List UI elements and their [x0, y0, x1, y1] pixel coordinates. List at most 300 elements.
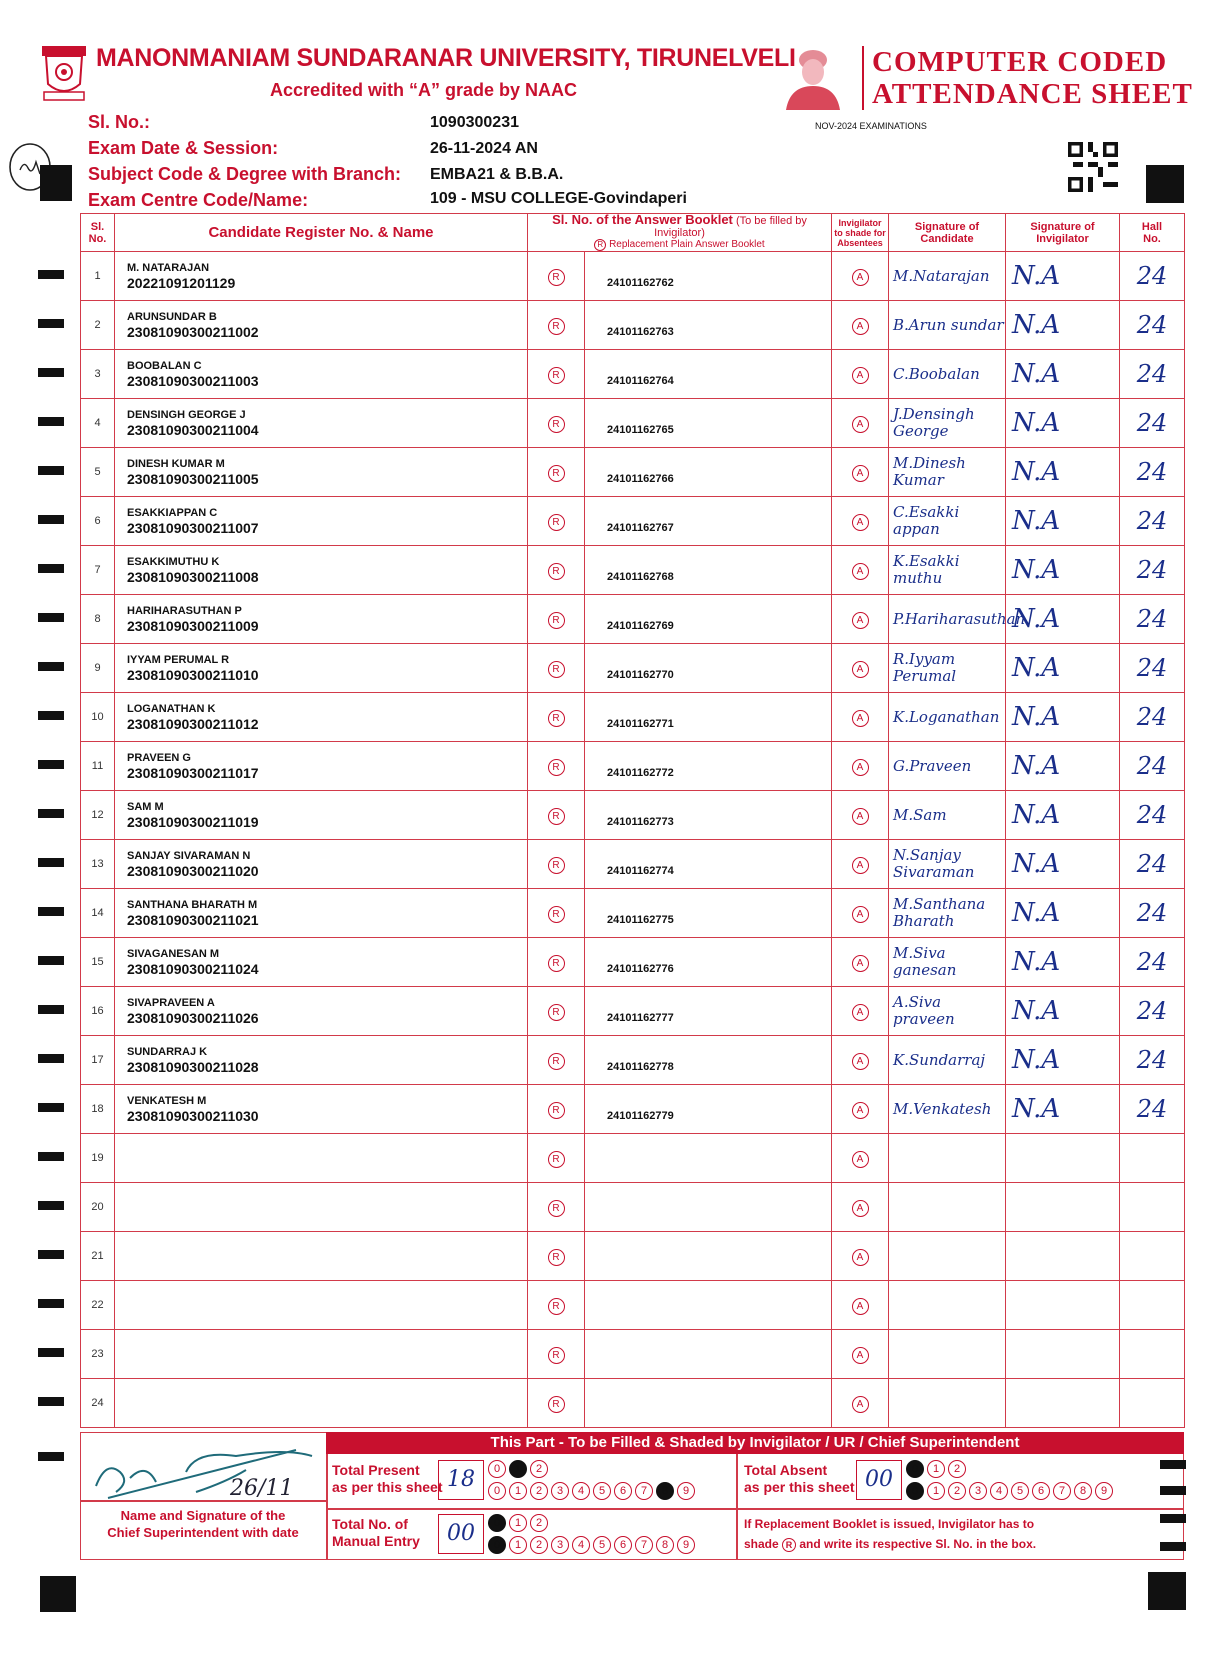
row-absent-cell [832, 938, 889, 987]
timing-mark-left [38, 1103, 64, 1112]
row-absent-cell [832, 301, 889, 350]
timing-mark-left [38, 368, 64, 377]
hall-no [1120, 1379, 1185, 1428]
digit-bubble[interactable]: 5 [1011, 1482, 1029, 1500]
digit-bubble[interactable]: 1 [927, 1460, 945, 1478]
row-absent-cell [832, 1281, 889, 1330]
absentee-bubble[interactable]: A [852, 1102, 869, 1119]
absent-tens-bubbles[interactable] [906, 1460, 966, 1478]
row-replacement-cell [528, 350, 585, 399]
row-candidate [115, 448, 528, 497]
digit-bubble[interactable]: 2 [530, 1460, 548, 1478]
absentee-bubble[interactable]: A [852, 661, 869, 678]
timing-mark-left [38, 417, 64, 426]
meta-value-centre: 109 - MSU COLLEGE-Govindaperi [430, 190, 687, 207]
candidate-register-no: 23081090300211019 [127, 813, 259, 830]
replacement-bubble[interactable]: R [548, 1396, 565, 1413]
replacement-note-bubble-icon: R [782, 1538, 796, 1552]
total-absent-value[interactable]: 00 [856, 1460, 902, 1500]
manual-tens-bubbles[interactable] [488, 1514, 548, 1532]
hall-no [1120, 1281, 1185, 1330]
absentee-bubble[interactable]: A [852, 955, 869, 972]
col-header-sl-line-1: Sl. [90, 220, 105, 233]
row-candidate [115, 1379, 528, 1428]
row-absent-cell [832, 1379, 889, 1428]
invigilator-signature [1006, 1183, 1120, 1232]
timing-mark-left [38, 515, 64, 524]
accreditation: Accredited with “A” grade by NAAC [270, 80, 578, 100]
col-header-hall [1120, 214, 1185, 252]
digit-bubble[interactable]: 6 [614, 1536, 632, 1554]
digit-bubble[interactable]: 8 [656, 1482, 674, 1500]
total-absent-label-2: as per this sheet [744, 1479, 855, 1495]
timing-mark-left [38, 1348, 64, 1357]
digit-bubble[interactable]: 3 [969, 1482, 987, 1500]
hall-no: 24 [1120, 497, 1185, 546]
total-present-label-1: Total Present [332, 1462, 420, 1478]
digit-bubble[interactable]: 1 [509, 1514, 527, 1532]
absentee-bubble[interactable]: A [852, 1249, 869, 1266]
candidate-signature: G.Praveen [889, 742, 1006, 791]
timing-mark-left [38, 1054, 64, 1063]
replacement-bubble[interactable]: R [548, 710, 565, 727]
replacement-bubble[interactable]: R [548, 1102, 565, 1119]
timing-mark-left [38, 907, 64, 916]
absentee-bubble[interactable]: A [852, 710, 869, 727]
total-present-value[interactable]: 18 [438, 1460, 484, 1500]
alignment-block-top-right [1146, 165, 1184, 203]
absentee-bubble[interactable]: A [852, 906, 869, 923]
hall-no: 24 [1120, 987, 1185, 1036]
candidate-signature: M.Venkatesh [889, 1085, 1006, 1134]
absentee-bubble[interactable]: A [852, 416, 869, 433]
col-header-inv-2: to shade for [834, 227, 886, 238]
table-row [81, 252, 1185, 301]
row-booklet-no [585, 1183, 832, 1232]
digit-bubble[interactable]: 4 [572, 1536, 590, 1554]
replacement-bubble[interactable]: R [548, 367, 565, 384]
absentee-bubble[interactable]: A [852, 857, 869, 874]
sheet-title-line-2: ATTENDANCE SHEET [872, 78, 1193, 110]
chief-superintendent-label [80, 1507, 326, 1541]
replacement-bubble[interactable]: R [548, 269, 565, 286]
absentee-bubble[interactable]: A [852, 465, 869, 482]
row-replacement-cell [528, 742, 585, 791]
candidate-register-no: 23081090300211004 [127, 421, 259, 438]
table-row [81, 1330, 1185, 1379]
manual-entry-label-2: Manual Entry [332, 1533, 420, 1549]
digit-bubble[interactable]: 8 [656, 1536, 674, 1554]
col-header-sigi-2: Invigilator [1036, 232, 1089, 245]
candidate-name: M. NATARAJAN [127, 261, 210, 274]
candidate-signature: K.Loganathan [889, 693, 1006, 742]
table-header-row [81, 214, 1185, 252]
absentee-bubble[interactable]: A [852, 563, 869, 580]
candidate-signature [889, 1232, 1006, 1281]
row-booklet-no: 24101162778 [585, 1036, 832, 1085]
row-candidate [115, 497, 528, 546]
digit-bubble[interactable]: 1 [509, 1536, 527, 1554]
replacement-bubble[interactable]: R [548, 661, 565, 678]
row-replacement-cell [528, 595, 585, 644]
chief-label-line-2: Chief Superintendent with date [107, 1525, 299, 1540]
candidate-register-no: 23081090300211021 [127, 911, 259, 928]
digit-bubble[interactable]: 3 [551, 1536, 569, 1554]
table-row [81, 1281, 1185, 1330]
total-present-label-2: as per this sheet [332, 1479, 443, 1495]
row-sl-no: 9 [81, 644, 115, 693]
col-header-sigc-2: Candidate [920, 232, 974, 245]
digit-bubble[interactable]: 0 [488, 1514, 506, 1532]
row-absent-cell [832, 1085, 889, 1134]
digit-bubble[interactable]: 5 [593, 1536, 611, 1554]
replacement-bubble[interactable]: R [548, 1298, 565, 1315]
hall-no: 24 [1120, 399, 1185, 448]
row-sl-no: 8 [81, 595, 115, 644]
digit-bubble[interactable]: 2 [530, 1514, 548, 1532]
timing-mark-right [1160, 1460, 1186, 1469]
digit-bubble[interactable]: 2 [530, 1482, 548, 1500]
row-absent-cell [832, 350, 889, 399]
row-booklet-no: 24101162776 [585, 938, 832, 987]
digit-bubble[interactable]: 3 [551, 1482, 569, 1500]
timing-mark-left [38, 1201, 64, 1210]
table-row [81, 693, 1185, 742]
qr-code-icon [1068, 142, 1118, 192]
row-sl-no: 1 [81, 252, 115, 301]
replacement-bubble[interactable]: R [548, 612, 565, 629]
row-candidate [115, 1183, 528, 1232]
table-row [81, 595, 1185, 644]
row-absent-cell [832, 1232, 889, 1281]
row-sl-no: 4 [81, 399, 115, 448]
col-header-sl-line-2: No. [88, 232, 107, 245]
digit-bubble[interactable]: 1 [509, 1482, 527, 1500]
university-emblem-icon [40, 44, 88, 102]
digit-bubble[interactable]: 2 [530, 1536, 548, 1554]
invigilator-signature [1006, 1134, 1120, 1183]
candidate-register-no: 23081090300211028 [127, 1058, 259, 1075]
row-candidate [115, 350, 528, 399]
row-replacement-cell [528, 1134, 585, 1183]
alignment-block-bottom-left [40, 1576, 76, 1612]
digit-bubble[interactable]: 0 [488, 1482, 506, 1500]
row-booklet-no: 24101162772 [585, 742, 832, 791]
digit-bubble[interactable]: 0 [488, 1460, 506, 1478]
row-candidate [115, 1134, 528, 1183]
absentee-bubble[interactable]: A [852, 367, 869, 384]
footer-divider-chief [326, 1454, 328, 1560]
row-candidate [115, 301, 528, 350]
digit-bubble[interactable]: 9 [1095, 1482, 1113, 1500]
candidate-register-no: 23081090300211012 [127, 715, 259, 732]
hall-no: 24 [1120, 546, 1185, 595]
hall-no: 24 [1120, 301, 1185, 350]
row-replacement-cell [528, 987, 585, 1036]
digit-bubble[interactable]: 2 [948, 1460, 966, 1478]
manual-entry-value[interactable]: 00 [438, 1514, 484, 1554]
digit-bubble[interactable]: 9 [677, 1482, 695, 1500]
timing-mark-right [1160, 1486, 1186, 1495]
row-absent-cell [832, 693, 889, 742]
absentee-bubble[interactable]: A [852, 1347, 869, 1364]
hall-no: 24 [1120, 448, 1185, 497]
replacement-bubble[interactable]: R [548, 1249, 565, 1266]
timing-mark-left [38, 1299, 64, 1308]
replacement-bubble[interactable]: R [548, 416, 565, 433]
invigilator-signature: N.A [1006, 399, 1120, 448]
digit-bubble[interactable]: 2 [948, 1482, 966, 1500]
row-sl-no: 21 [81, 1232, 115, 1281]
replacement-bubble[interactable]: R [548, 514, 565, 531]
attendance-table [80, 213, 1185, 1428]
replacement-bubble[interactable]: R [548, 1004, 565, 1021]
row-replacement-cell [528, 938, 585, 987]
invigilator-signature: N.A [1006, 595, 1120, 644]
row-booklet-no [585, 1232, 832, 1281]
digit-bubble[interactable]: 6 [614, 1482, 632, 1500]
row-booklet-no: 24101162765 [585, 399, 832, 448]
digit-bubble[interactable]: 0 [906, 1460, 924, 1478]
row-absent-cell [832, 546, 889, 595]
absentee-bubble[interactable]: A [852, 808, 869, 825]
row-booklet-no: 24101162779 [585, 1085, 832, 1134]
row-candidate [115, 889, 528, 938]
absentee-bubble[interactable]: A [852, 759, 869, 776]
row-sl-no: 20 [81, 1183, 115, 1232]
candidate-name: SUNDARRAJ K [127, 1045, 208, 1058]
timing-mark-left [38, 809, 64, 818]
digit-bubble[interactable]: 1 [927, 1482, 945, 1500]
meta-label-subject: Subject Code & Degree with Branch: [88, 164, 402, 184]
row-candidate [115, 252, 528, 301]
candidate-register-no: 23081090300211007 [127, 519, 259, 536]
row-booklet-no [585, 1281, 832, 1330]
candidate-signature [889, 1134, 1006, 1183]
replacement-note [744, 1514, 1036, 1554]
absentee-bubble[interactable]: A [852, 1298, 869, 1315]
replacement-bubble-icon: R [594, 239, 606, 251]
row-absent-cell [832, 889, 889, 938]
candidate-signature: J.Densingh George [889, 399, 1006, 448]
invigilator-signature: N.A [1006, 644, 1120, 693]
table-row [81, 1085, 1185, 1134]
absentee-bubble[interactable]: A [852, 1396, 869, 1413]
hall-no: 24 [1120, 791, 1185, 840]
hall-no: 24 [1120, 252, 1185, 301]
candidate-name: DENSINGH GEORGE J [127, 408, 246, 421]
absentee-bubble[interactable]: A [852, 269, 869, 286]
row-absent-cell [832, 1330, 889, 1379]
candidate-name: SIVAPRAVEEN A [127, 996, 215, 1009]
attendance-rows [81, 252, 1185, 1428]
digit-bubble[interactable]: 1 [509, 1460, 527, 1478]
absentee-bubble[interactable]: A [852, 1004, 869, 1021]
candidate-signature: C.Boobalan [889, 350, 1006, 399]
founder-portrait-icon [780, 44, 846, 110]
digit-bubble[interactable]: 6 [1032, 1482, 1050, 1500]
candidate-register-no: 23081090300211009 [127, 617, 259, 634]
row-sl-no: 13 [81, 840, 115, 889]
replacement-bubble[interactable]: R [548, 318, 565, 335]
table-row [81, 1134, 1185, 1183]
hall-no: 24 [1120, 1085, 1185, 1134]
row-candidate [115, 742, 528, 791]
invigilator-signature: N.A [1006, 693, 1120, 742]
absentee-bubble[interactable]: A [852, 1200, 869, 1217]
row-booklet-no: 24101162773 [585, 791, 832, 840]
table-row [81, 742, 1185, 791]
present-tens-bubbles[interactable] [488, 1460, 548, 1478]
digit-bubble[interactable]: 7 [635, 1482, 653, 1500]
row-booklet-no: 24101162774 [585, 840, 832, 889]
timing-mark-left [38, 270, 64, 279]
candidate-register-no: 23081090300211010 [127, 666, 259, 683]
row-sl-no: 18 [81, 1085, 115, 1134]
total-present-label [332, 1462, 443, 1496]
invigilator-signature: N.A [1006, 350, 1120, 399]
table-row [81, 987, 1185, 1036]
row-replacement-cell [528, 399, 585, 448]
col-header-invigilator-signature [1006, 214, 1120, 252]
absentee-bubble[interactable]: A [852, 514, 869, 531]
candidate-signature: R.Iyyam Perumal [889, 644, 1006, 693]
row-candidate [115, 644, 528, 693]
digit-bubble[interactable]: 5 [593, 1482, 611, 1500]
row-absent-cell [832, 399, 889, 448]
digit-bubble[interactable]: 8 [1074, 1482, 1092, 1500]
row-sl-no: 7 [81, 546, 115, 595]
meta-value-exam-date: 26-11-2024 AN [430, 140, 538, 157]
row-absent-cell [832, 497, 889, 546]
digit-bubble[interactable]: 7 [1053, 1482, 1071, 1500]
digit-bubble[interactable]: 7 [635, 1536, 653, 1554]
digit-bubble[interactable]: 0 [488, 1536, 506, 1554]
candidate-name: ARUNSUNDAR B [127, 310, 217, 323]
candidate-signature [889, 1183, 1006, 1232]
row-absent-cell [832, 791, 889, 840]
row-booklet-no: 24101162777 [585, 987, 832, 1036]
hall-no: 24 [1120, 938, 1185, 987]
meta-value-subject: EMBA21 & B.B.A. [430, 166, 564, 183]
replacement-bubble[interactable]: R [548, 955, 565, 972]
col-header-invigilator [832, 214, 889, 252]
timing-mark-left [38, 1152, 64, 1161]
digit-bubble[interactable]: 9 [677, 1536, 695, 1554]
candidate-signature: K.Esakki muthu [889, 546, 1006, 595]
sheet-title [872, 46, 1193, 110]
table-row [81, 1379, 1185, 1428]
absentee-bubble[interactable]: A [852, 612, 869, 629]
col-header-sl [81, 214, 115, 252]
row-absent-cell [832, 644, 889, 693]
alignment-block-bottom-right [1148, 1572, 1186, 1610]
timing-mark-left [38, 711, 64, 720]
row-replacement-cell [528, 791, 585, 840]
row-booklet-no [585, 1330, 832, 1379]
col-header-sigc-1: Signature of [914, 220, 980, 233]
absentee-bubble[interactable]: A [852, 1151, 869, 1168]
invigilator-signature [1006, 1379, 1120, 1428]
total-absent-label [744, 1462, 855, 1496]
row-candidate [115, 1036, 528, 1085]
replacement-bubble[interactable]: R [548, 906, 565, 923]
meta-value-sl-no: 1090300231 [430, 114, 519, 131]
replacement-bubble[interactable]: R [548, 1151, 565, 1168]
table-row [81, 1232, 1185, 1281]
table-row [81, 644, 1185, 693]
timing-mark-left [38, 858, 64, 867]
hall-no [1120, 1330, 1185, 1379]
row-sl-no: 24 [81, 1379, 115, 1428]
row-booklet-no [585, 1134, 832, 1183]
candidate-name: BOOBALAN C [127, 359, 202, 372]
row-booklet-no: 24101162762 [585, 252, 832, 301]
candidate-register-no: 23081090300211017 [127, 764, 259, 781]
col-header-inv-1: Invigilator [838, 217, 882, 228]
replacement-bubble[interactable]: R [548, 759, 565, 776]
row-candidate [115, 595, 528, 644]
hall-no: 24 [1120, 644, 1185, 693]
hall-no [1120, 1134, 1185, 1183]
invigilator-signature: N.A [1006, 791, 1120, 840]
timing-mark-left [38, 613, 64, 622]
timing-mark-left [38, 956, 64, 965]
manual-units-bubbles[interactable] [488, 1536, 695, 1554]
table-row [81, 497, 1185, 546]
digit-bubble[interactable]: 0 [906, 1482, 924, 1500]
replacement-bubble[interactable]: R [548, 563, 565, 580]
replacement-bubble[interactable]: R [548, 465, 565, 482]
candidate-register-no: 20221091201129 [127, 274, 236, 291]
hall-no: 24 [1120, 693, 1185, 742]
candidate-signature: M.Siva ganesan [889, 938, 1006, 987]
row-booklet-no: 24101162764 [585, 350, 832, 399]
candidate-signature: M.Sam [889, 791, 1006, 840]
timing-mark-left [38, 1250, 64, 1259]
candidate-name: HARIHARASUTHAN P [127, 604, 242, 617]
replacement-bubble[interactable]: R [548, 1053, 565, 1070]
candidate-signature: N.Sanjay Sivaraman [889, 840, 1006, 889]
invigilator-signature: N.A [1006, 889, 1120, 938]
digit-bubble[interactable]: 4 [572, 1482, 590, 1500]
timing-mark-left [38, 1452, 64, 1461]
candidate-name: PRAVEEN G [127, 751, 191, 764]
replacement-bubble[interactable]: R [548, 1347, 565, 1364]
invigilator-signature [1006, 1281, 1120, 1330]
table-row [81, 1036, 1185, 1085]
absent-units-bubbles[interactable] [906, 1482, 1113, 1500]
row-booklet-no [585, 1379, 832, 1428]
candidate-register-no: 23081090300211005 [127, 470, 259, 487]
invigilator-signature: N.A [1006, 742, 1120, 791]
replacement-bubble[interactable]: R [548, 1200, 565, 1217]
absentee-bubble[interactable]: A [852, 1053, 869, 1070]
candidate-signature [889, 1281, 1006, 1330]
digit-bubble[interactable]: 4 [990, 1482, 1008, 1500]
candidate-signature [889, 1379, 1006, 1428]
replacement-bubble[interactable]: R [548, 808, 565, 825]
absentee-bubble[interactable]: A [852, 318, 869, 335]
meta-label-exam-date: Exam Date & Session: [88, 138, 279, 158]
row-replacement-cell [528, 252, 585, 301]
replacement-bubble[interactable]: R [548, 857, 565, 874]
candidate-register-no: 23081090300211026 [127, 1009, 259, 1026]
row-replacement-cell [528, 448, 585, 497]
present-units-bubbles[interactable] [488, 1482, 695, 1500]
row-replacement-cell [528, 301, 585, 350]
candidate-signature: B.Arun sundar [889, 301, 1006, 350]
